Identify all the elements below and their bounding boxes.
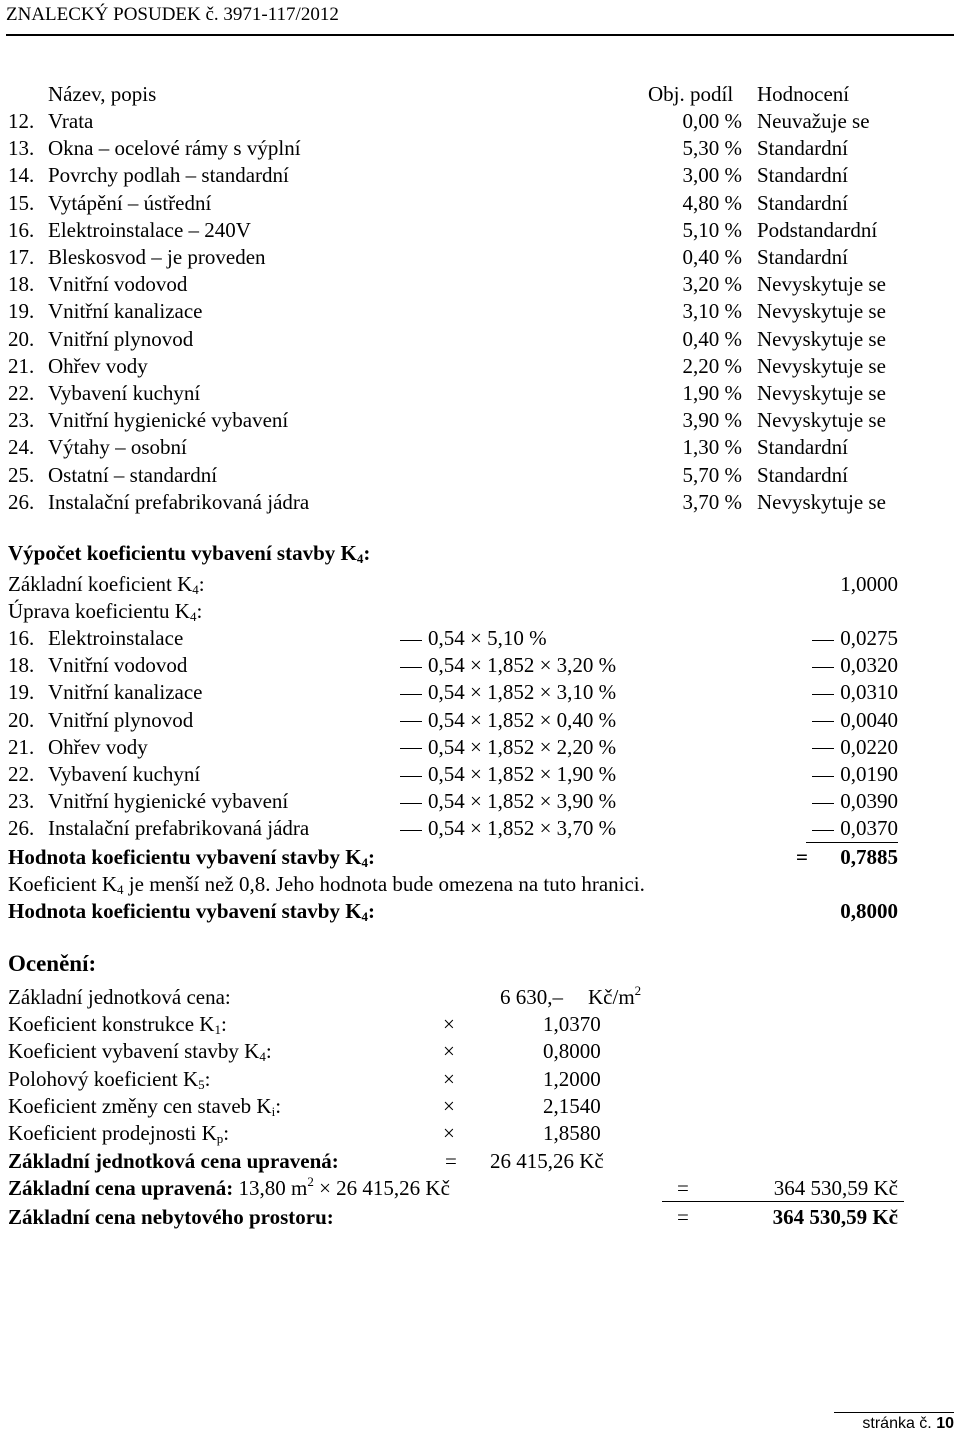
table-row bbox=[0, 407, 960, 434]
adjustment-formula-text: 0,54 × 1,852 × 0,40 % bbox=[428, 707, 617, 732]
k4-title bbox=[8, 540, 370, 567]
base-price-value: 6 630,– bbox=[500, 985, 563, 1009]
k4-result-eq: = bbox=[796, 845, 808, 869]
coefficient-value: 2,1540 bbox=[543, 1093, 601, 1118]
minus-sign bbox=[812, 721, 834, 722]
col-name-header: Název, popis bbox=[48, 82, 157, 106]
minus-sign bbox=[400, 776, 422, 777]
coefficient-row bbox=[0, 1093, 960, 1120]
adjustment-formula-text: 0,54 × 1,852 × 3,70 % bbox=[428, 816, 617, 841]
row-name: Povrchy podlah – standardní bbox=[48, 163, 289, 188]
adjustment-formula bbox=[400, 815, 616, 842]
adjustment-formula bbox=[400, 788, 616, 815]
row-rating: Podstandardní bbox=[757, 217, 878, 242]
row-number: 22. bbox=[8, 381, 35, 405]
coefficient-label bbox=[8, 1038, 272, 1065]
coefficient-row bbox=[0, 1066, 960, 1093]
adjustment-number: 20. bbox=[8, 707, 35, 732]
coefficient-value: 0,8000 bbox=[543, 1039, 601, 1064]
coefficient-value: 1,8580 bbox=[543, 1121, 601, 1146]
coefficient-label bbox=[8, 1120, 229, 1147]
coefficient-colon: : bbox=[265, 1039, 272, 1064]
coefficient-sub: i bbox=[271, 1103, 276, 1119]
coefficient-row bbox=[0, 1011, 960, 1038]
adjustment-name: Vybavení kuchyní bbox=[48, 762, 201, 786]
row-number: 23. bbox=[8, 408, 35, 433]
coefficient-row bbox=[0, 1120, 960, 1147]
row-share: 5,10 % bbox=[682, 217, 742, 242]
adjustment-number: 21. bbox=[8, 734, 35, 759]
table-row bbox=[0, 217, 960, 244]
page-number: 10 bbox=[936, 1415, 954, 1432]
adjustment-formula-text: 0,54 × 1,852 × 3,20 % bbox=[428, 653, 617, 678]
row-name: Bleskosvod – je proveden bbox=[48, 245, 266, 269]
minus-sign bbox=[812, 667, 834, 668]
adjusted-price-formula-pre: 13,80 m bbox=[238, 1176, 308, 1200]
adjustment-name: Instalační prefabrikovaná jádra bbox=[48, 816, 310, 841]
adjustment-formula-text: 0,54 × 5,10 % bbox=[428, 626, 547, 650]
k4-final-sub: 4 bbox=[361, 909, 369, 924]
row-name: Ostatní – standardní bbox=[48, 462, 218, 487]
coefficient-colon: : bbox=[275, 1093, 282, 1118]
row-share: 3,10 % bbox=[682, 299, 742, 324]
coefficient-colon: : bbox=[204, 1066, 211, 1091]
k4-base-label: Základní koeficient K bbox=[8, 572, 193, 596]
adjustment-value bbox=[812, 734, 898, 761]
adjustment-number: 23. bbox=[8, 789, 35, 814]
row-number: 16. bbox=[8, 217, 35, 242]
row-name: Vnitřní vodovod bbox=[48, 272, 188, 297]
row-share: 3,20 % bbox=[682, 272, 742, 297]
minus-sign bbox=[812, 748, 834, 749]
row-rating: Standardní bbox=[757, 190, 848, 215]
adjustment-row bbox=[0, 707, 960, 734]
k4-base-colon: : bbox=[198, 572, 205, 596]
valuation-title: Ocenění: bbox=[8, 951, 97, 976]
col-share-header: Obj. podíl bbox=[648, 82, 734, 106]
table-header bbox=[0, 81, 960, 108]
coefficient-label-text: Koeficient změny cen staveb K bbox=[8, 1093, 272, 1118]
row-share: 1,90 % bbox=[682, 381, 742, 405]
row-name: Elektroinstalace – 240V bbox=[48, 217, 251, 242]
row-share: 3,70 % bbox=[682, 489, 742, 514]
adjustment-row bbox=[0, 761, 960, 788]
row-share: 3,90 % bbox=[682, 408, 742, 433]
row-name: Ohřev vody bbox=[48, 353, 148, 378]
coefficient-label bbox=[8, 1066, 210, 1093]
k4-result-colon: : bbox=[368, 845, 376, 869]
k4-final-row bbox=[0, 898, 960, 925]
minus-sign bbox=[812, 776, 834, 777]
table-row bbox=[0, 353, 960, 380]
minus-sign bbox=[812, 803, 834, 804]
k4-note bbox=[8, 871, 645, 898]
row-rating: Standardní bbox=[757, 163, 848, 188]
row-name: Instalační prefabrikovaná jádra bbox=[48, 489, 310, 514]
adjustment-value-text: 0,0320 bbox=[840, 653, 898, 678]
minus-sign bbox=[400, 748, 422, 749]
adjusted-unit-value: 26 415,26 Kč bbox=[490, 1149, 604, 1173]
coefficient-colon: : bbox=[223, 1121, 230, 1146]
row-rating: Standardní bbox=[757, 245, 848, 269]
multiply-sign: × bbox=[443, 1093, 455, 1118]
adjustment-value-text: 0,0220 bbox=[840, 734, 898, 759]
row-name: Vnitřní kanalizace bbox=[48, 299, 203, 324]
adjusted-price-formula-sup: 2 bbox=[307, 1174, 314, 1189]
minus-sign bbox=[812, 694, 834, 695]
sum-underline bbox=[662, 1201, 904, 1202]
k4-adjust-sub: 4 bbox=[189, 609, 197, 624]
adjustment-value bbox=[806, 815, 898, 843]
adjustment-formula bbox=[400, 707, 616, 734]
coefficient-label bbox=[8, 1093, 281, 1120]
adjustment-formula bbox=[400, 761, 616, 788]
row-name: Vybavení kuchyní bbox=[48, 381, 201, 405]
row-number: 12. bbox=[8, 109, 35, 133]
adjusted-price-eq: = bbox=[677, 1176, 689, 1200]
minus-sign bbox=[812, 830, 834, 831]
adjustment-row bbox=[0, 734, 960, 761]
minus-sign bbox=[400, 667, 422, 668]
k4-final-value: 0,8000 bbox=[840, 899, 898, 923]
adjusted-price-label: Základní cena upravená: bbox=[8, 1176, 234, 1200]
col-rating-header: Hodnocení bbox=[757, 82, 850, 106]
adjustment-value-text: 0,0370 bbox=[840, 816, 898, 841]
adjustment-formula-text: 0,54 × 1,852 × 3,90 % bbox=[428, 789, 617, 814]
minus-sign bbox=[400, 721, 422, 722]
k4-title-colon: : bbox=[363, 541, 371, 565]
adjustment-value-text: 0,0310 bbox=[840, 680, 898, 705]
row-rating: Nevyskytuje se bbox=[757, 326, 886, 351]
table-row bbox=[0, 489, 960, 516]
adjustment-row bbox=[0, 625, 960, 652]
row-rating: Neuvažuje se bbox=[757, 109, 870, 133]
multiply-sign: × bbox=[443, 1066, 455, 1091]
adjustment-name: Elektroinstalace bbox=[48, 626, 184, 650]
row-rating: Standardní bbox=[757, 462, 848, 487]
coefficient-sub: p bbox=[216, 1131, 224, 1147]
adjustment-value-text: 0,0040 bbox=[840, 707, 898, 732]
adjustment-row bbox=[0, 815, 960, 842]
adjustment-formula-text: 0,54 × 1,852 × 3,10 % bbox=[428, 680, 617, 705]
adjustment-value bbox=[812, 679, 898, 706]
row-rating: Standardní bbox=[757, 435, 848, 460]
row-share: 3,00 % bbox=[682, 163, 742, 188]
k4-base-sub: 4 bbox=[192, 582, 199, 597]
table-row bbox=[0, 162, 960, 189]
coefficient-label-text: Koeficient konstrukce K bbox=[8, 1012, 215, 1036]
adjustment-name: Ohřev vody bbox=[48, 734, 148, 759]
table-row bbox=[0, 190, 960, 217]
adjustment-value bbox=[812, 707, 898, 734]
coefficient-value: 1,0370 bbox=[543, 1012, 601, 1036]
row-share: 5,70 % bbox=[682, 462, 742, 487]
page-label: stránka č. bbox=[862, 1415, 932, 1432]
coefficient-row bbox=[0, 1038, 960, 1065]
adjustment-name: Vnitřní kanalizace bbox=[48, 680, 203, 705]
k4-result-value: 0,7885 bbox=[840, 845, 898, 869]
row-number: 25. bbox=[8, 462, 35, 487]
final-price-value: 364 530,59 Kč bbox=[772, 1205, 898, 1229]
adjustment-name: Vnitřní plynovod bbox=[48, 707, 194, 732]
row-share: 1,30 % bbox=[682, 435, 742, 460]
coefficient-label-text: Koeficient vybavení stavby K bbox=[8, 1039, 260, 1064]
adjusted-price-formula-post: × 26 415,26 Kč bbox=[313, 1176, 450, 1200]
row-number: 19. bbox=[8, 299, 35, 324]
adjusted-unit-label: Základní jednotková cena upravená: bbox=[8, 1149, 339, 1173]
document-header bbox=[6, 2, 954, 36]
adjustment-formula-text: 0,54 × 1,852 × 1,90 % bbox=[428, 762, 617, 786]
row-number: 18. bbox=[8, 272, 35, 297]
coefficient-value: 1,2000 bbox=[543, 1066, 601, 1091]
adjustment-row bbox=[0, 788, 960, 815]
table-row bbox=[0, 434, 960, 461]
adjusted-unit-row bbox=[0, 1148, 960, 1175]
adjustment-formula bbox=[400, 734, 616, 761]
row-name: Vnitřní hygienické vybavení bbox=[48, 408, 289, 433]
row-share: 2,20 % bbox=[682, 353, 742, 378]
minus-sign bbox=[812, 640, 834, 641]
k4-base-row bbox=[0, 571, 960, 598]
adjustment-formula-text: 0,54 × 1,852 × 2,20 % bbox=[428, 734, 617, 759]
row-number: 26. bbox=[8, 489, 35, 514]
adjustment-number: 26. bbox=[8, 816, 35, 841]
adjustment-number: 18. bbox=[8, 653, 35, 678]
adjustment-number: 22. bbox=[8, 762, 35, 786]
k4-final-colon: : bbox=[368, 899, 376, 923]
multiply-sign: × bbox=[443, 1039, 455, 1064]
base-price-unit: Kč/m bbox=[588, 985, 635, 1009]
coefficient-sub: 5 bbox=[198, 1076, 205, 1092]
base-price-label: Základní jednotková cena: bbox=[8, 985, 231, 1009]
adjustment-value-text: 0,0190 bbox=[840, 762, 898, 786]
k4-adjust-label: Úprava koeficientu K bbox=[8, 599, 190, 623]
multiply-sign: × bbox=[443, 1121, 455, 1146]
adjustment-value bbox=[812, 625, 898, 652]
header-title: ZNALECKÝ POSUDEK č. 3971-117/2012 bbox=[6, 4, 339, 25]
k4-base-value: 1,0000 bbox=[840, 572, 898, 596]
table-row bbox=[0, 326, 960, 353]
multiply-sign: × bbox=[443, 1012, 455, 1036]
row-number: 21. bbox=[8, 353, 35, 378]
k4-note-pre: Koeficient K bbox=[8, 872, 118, 896]
adjustment-formula bbox=[400, 652, 616, 679]
minus-sign bbox=[400, 830, 422, 831]
coefficient-colon: : bbox=[220, 1012, 227, 1036]
adjustment-row bbox=[0, 679, 960, 706]
k4-result-sub: 4 bbox=[361, 855, 369, 870]
table-row bbox=[0, 462, 960, 489]
row-share: 0,40 % bbox=[682, 245, 742, 269]
table-row bbox=[0, 271, 960, 298]
minus-sign bbox=[400, 640, 422, 641]
k4-result-label: Hodnota koeficientu vybavení stavby K bbox=[8, 845, 362, 869]
row-number: 20. bbox=[8, 326, 35, 351]
adjustment-name: Vnitřní hygienické vybavení bbox=[48, 789, 289, 814]
row-name: Vrata bbox=[48, 109, 94, 133]
table-row bbox=[0, 298, 960, 325]
adjusted-price-row bbox=[0, 1175, 960, 1202]
row-rating: Nevyskytuje se bbox=[757, 489, 886, 514]
base-price-row bbox=[0, 984, 960, 1011]
table-row bbox=[0, 108, 960, 135]
row-name: Vnitřní plynovod bbox=[48, 326, 194, 351]
table-row bbox=[0, 380, 960, 407]
page-footer bbox=[834, 1412, 954, 1433]
row-share: 4,80 % bbox=[682, 190, 742, 215]
adjustment-number: 16. bbox=[8, 626, 35, 650]
row-number: 14. bbox=[8, 163, 35, 188]
adjustment-value bbox=[812, 788, 898, 815]
row-share: 0,00 % bbox=[682, 109, 742, 133]
row-name: Okna – ocelové rámy s výplní bbox=[48, 136, 301, 161]
minus-sign bbox=[400, 694, 422, 695]
adjustment-number: 19. bbox=[8, 680, 35, 705]
row-name: Výtahy – osobní bbox=[48, 435, 187, 460]
table-row bbox=[0, 244, 960, 271]
k4-result-row bbox=[0, 844, 960, 871]
row-number: 15. bbox=[8, 190, 35, 215]
adjustment-value bbox=[812, 761, 898, 788]
minus-sign bbox=[400, 803, 422, 804]
final-price-row bbox=[0, 1204, 960, 1231]
adjustment-formula bbox=[400, 625, 547, 652]
row-number: 24. bbox=[8, 435, 35, 460]
row-number: 17. bbox=[8, 245, 35, 269]
coefficient-label bbox=[8, 1011, 227, 1038]
k4-note-sub: 4 bbox=[117, 882, 124, 897]
k4-adjust-colon: : bbox=[196, 599, 203, 623]
row-rating: Standardní bbox=[757, 136, 848, 161]
adjusted-unit-eq: = bbox=[445, 1149, 457, 1173]
row-name: Vytápění – ústřední bbox=[48, 190, 212, 215]
adjustment-value bbox=[812, 652, 898, 679]
final-price-eq: = bbox=[677, 1205, 689, 1229]
coefficient-label-text: Koeficient prodejnosti K bbox=[8, 1121, 217, 1146]
adjustment-name: Vnitřní vodovod bbox=[48, 653, 188, 678]
row-rating: Nevyskytuje se bbox=[757, 299, 886, 324]
adjustment-value-text: 0,0275 bbox=[840, 626, 898, 650]
final-price-label: Základní cena nebytového prostoru: bbox=[8, 1205, 334, 1229]
base-price-unit-sup: 2 bbox=[634, 983, 642, 998]
k4-note-post: je menší než 0,8. Jeho hodnota bude omezena na tuto hranici. bbox=[123, 872, 645, 896]
adjustment-row bbox=[0, 652, 960, 679]
k4-adjust-row bbox=[0, 598, 960, 625]
row-share: 0,40 % bbox=[682, 326, 742, 351]
row-rating: Nevyskytuje se bbox=[757, 408, 886, 433]
row-rating: Nevyskytuje se bbox=[757, 353, 886, 378]
adjustment-formula bbox=[400, 679, 616, 706]
coefficient-label-text: Polohový koeficient K bbox=[8, 1066, 199, 1091]
row-rating: Nevyskytuje se bbox=[757, 381, 886, 405]
row-share: 5,30 % bbox=[682, 136, 742, 161]
k4-title-text: Výpočet koeficientu vybavení stavby K bbox=[8, 541, 357, 565]
coefficient-sub: 1 bbox=[214, 1022, 221, 1037]
adjustment-value-text: 0,0390 bbox=[840, 789, 898, 814]
row-rating: Nevyskytuje se bbox=[757, 272, 886, 297]
adjusted-price-value: 364 530,59 Kč bbox=[773, 1176, 898, 1200]
k4-title-sub: 4 bbox=[356, 551, 364, 566]
k4-final-label: Hodnota koeficientu vybavení stavby K bbox=[8, 899, 362, 923]
coefficient-sub: 4 bbox=[259, 1049, 266, 1065]
row-number: 13. bbox=[8, 136, 35, 161]
table-row bbox=[0, 135, 960, 162]
